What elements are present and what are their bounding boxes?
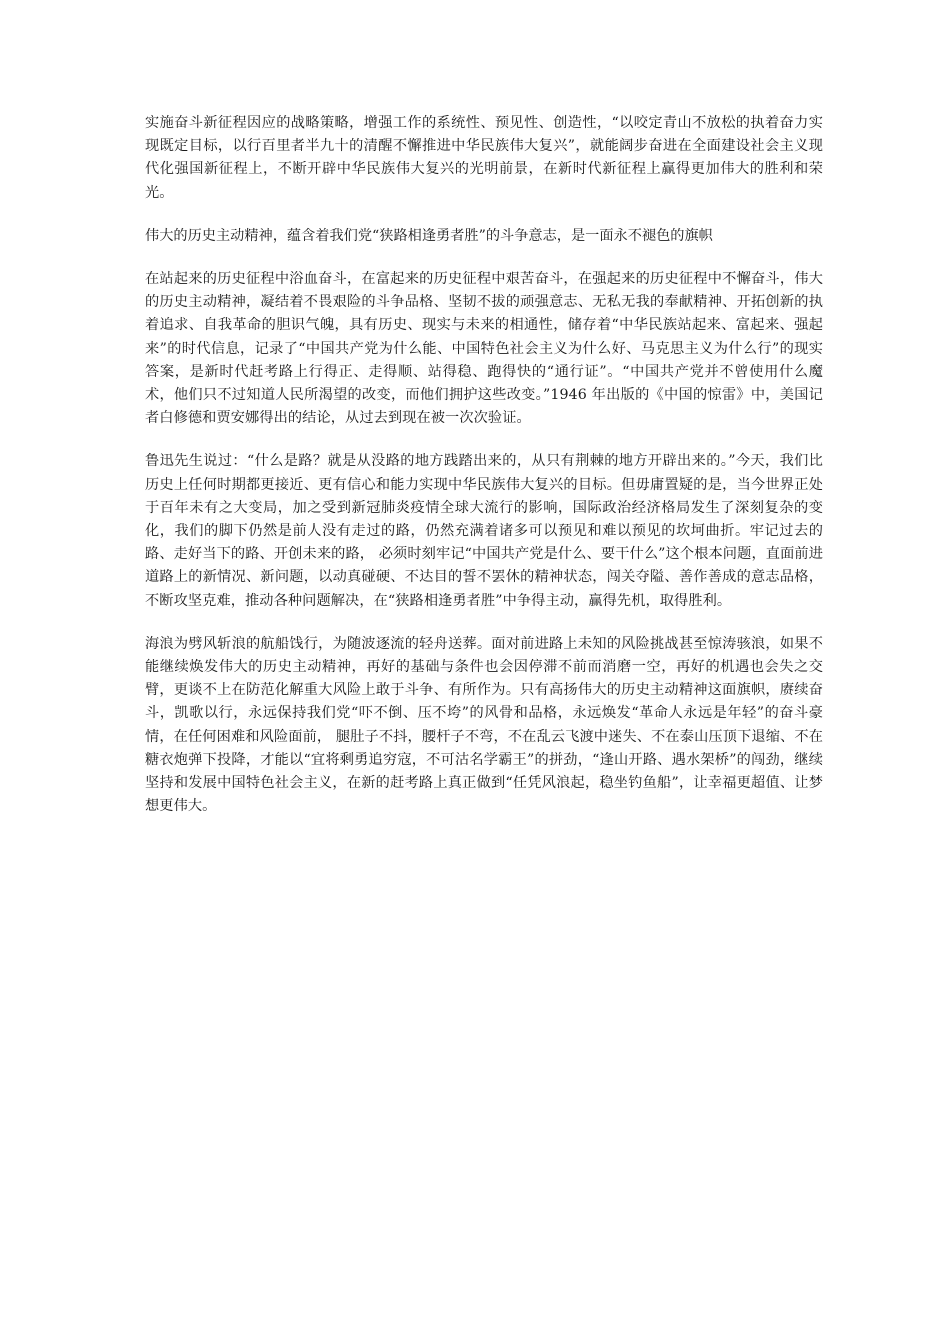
paragraph-waves: 海浪为劈风斩浪的航船饯行，为随波逐流的轻舟送葬。面对前进路上未知的风险挑战甚至惊涛骇浪，如果不能继续焕发伟大的历史主动精神，再好的基础与条件也会因停滞不前而消磨一空，再好的机遇也会失之交臂，更谈不上在防范化解重大风险上敢于斗争、有所作为。只有高扬伟大的历史主动精神这面旗帜，赓续奋斗，凯歌以行，永远保持我们党“吓不倒、压不垮”的风骨和品格，永远焕发“革命人永远是年轻”的奋斗豪情，在任何困难和风险面前， 腿肚子不抖，腰杆子不弯，不在乱云飞渡中迷失、不在泰山压顶下退缩、不在糖衣炮弹下投降，才能以“宜将剩勇追穷寇，不可沽名学霸王”的拼劲，“逢山开路、遇水架桥”的闯劲，继续坚持和发展中国特色社会主义，在新的赶考路上真正做到“任凭风浪起，稳坐钓鱼船”，让幸福更超值、让梦想更伟大。 bbox=[145, 635, 823, 815]
paragraph-historical-spirit: 在站起来的历史征程中浴血奋斗，在富起来的历史征程中艰苦奋斗，在强起来的历史征程中不懈奋斗，伟大的历史主动精神，凝结着不畏艰险的斗争品格、坚韧不拔的顽强意志、无私无我的奉献精神、开拓创新的执着追求、自我革命的胆识气魄，具有历史、现实与未来的相通性，储存着“中华民族站起来、富起来、强起来”的时代信息，记录了“中国共产党为什么能、中国特色社会主义为什么好、马克思主义为什么行”的现实答案，是新时代赶考路上行得正、走得顺、站得稳、跑得快的“通行证”。“中国共产党并不曾使用什么魔术，他们只不过知道人民所渴望的改变，而他们拥护这些改变。”1946 年出版的《中国的惊雷》中，美国记者白修德和贾安娜得出的结论，从过去到现在被一次次验证。 bbox=[145, 271, 823, 427]
paragraph-strategy: 实施奋斗新征程因应的战略策略，增强工作的系统性、预见性、创造性，“以咬定青山不放松的执着奋力实现既定目标，以行百里者半九十的清醒不懈推进中华民族伟大复兴”，就能阔步奋进在全面建设社会主义现代化强国新征程上，不断开辟中华民族伟大复兴的光明前景，在新时代新征程上赢得更加伟大的胜利和荣光。 bbox=[145, 115, 823, 201]
paragraph-lu-xun-quote: 鲁迅先生说过：“什么是路？就是从没路的地方践踏出来的，从只有荆棘的地方开辟出来的。”今天，我们比历史上任何时期都更接近、更有信心和能力实现中华民族伟大复兴的目标。但毋庸置疑的是，当今世界正处于百年未有之大变局，加之受到新冠肺炎疫情全球大流行的影响，国际政治经济格局发生了深刻复杂的变化，我们的脚下仍然是前人没有走过的路，仍然充满着诸多可以预见和难以预见的坎坷曲折。牢记过去的路、走好当下的路、开创未来的路， 必须时刻牢记“中国共产党是什么、要干什么”这个根本问题，直面前进道路上的新情况、新问题，以动真碰硬、不达目的誓不罢休的精神状态，闯关夺隘、善作善成的意志品格，不断攻坚克难，推动各种问题解决，在“狭路相逢勇者胜”中争得主动，赢得先机，取得胜利。 bbox=[145, 453, 823, 609]
document-body bbox=[145, 112, 823, 838]
section-heading: 伟大的历史主动精神，蕴含着我们党“狭路相逢勇者胜”的斗争意志，是一面永不褪色的旗帜 bbox=[145, 227, 713, 244]
